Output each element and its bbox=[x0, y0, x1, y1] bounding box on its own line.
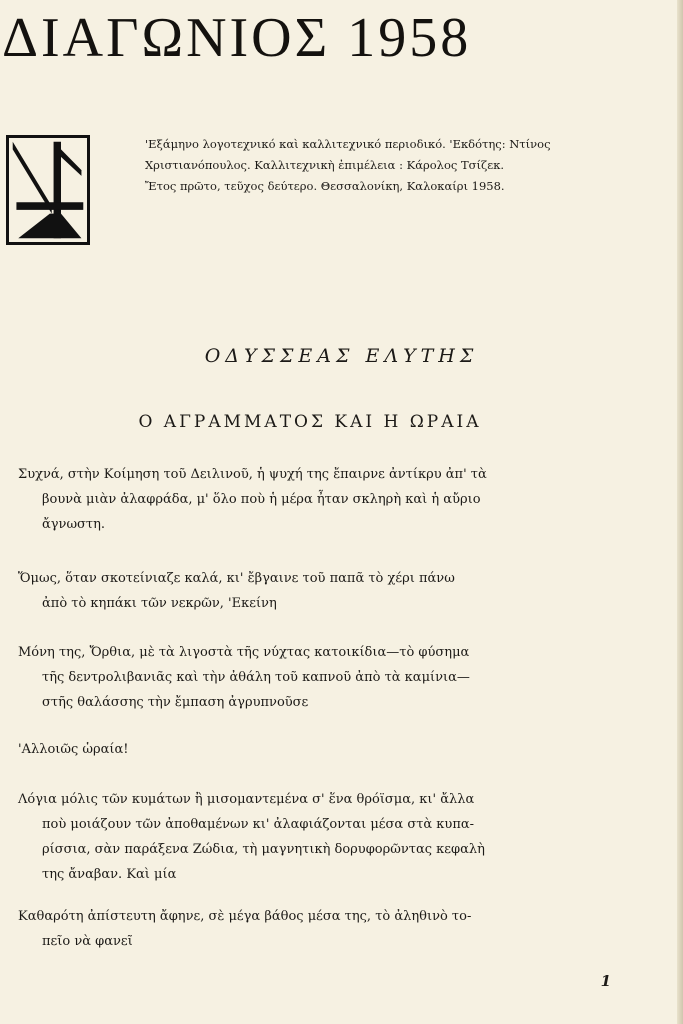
text-line: Ὅμως, ὅταν σκοτείνιαζε καλά, κι' ἔβγαινε τοῦ παπᾶ τὸ χέρι πάνω bbox=[18, 571, 455, 586]
poem-title: Ο ΑΓΡΑΜΜΑΤΟΣ ΚΑΙ Η ΩΡΑΙΑ bbox=[138, 412, 482, 432]
info-line: Ἔτος πρῶτο, τεῦχος δεύτερο. Θεσσαλονίκη, Καλοκαίρι 1958. bbox=[145, 179, 505, 193]
text-line: βουνὰ μιὰν ἀλαφράδα, μ' ὅλο ποὺ ἡ μέρα ἦταν σκληρὴ καὶ ἡ αὔριο bbox=[42, 492, 481, 507]
info-line: 'Εξάμηνο λογοτεχνικό καὶ καλλιτεχνικό περιοδικό. 'Εκδότης: Ντίνος bbox=[145, 137, 551, 151]
paragraph-3 bbox=[18, 640, 608, 715]
text-line: Συχνά, στὴν Κοίμηση τοῦ Δειλινοῦ, ἡ ψυχή της ἔπαιρνε ἀντίκρυ ἀπ' τὰ bbox=[18, 467, 487, 482]
paragraph-2 bbox=[18, 566, 608, 616]
paragraph-6 bbox=[18, 904, 608, 954]
text-line: Καθαρότη ἀπίστευτη ἄφηνε, σὲ μέγα βάθος μέσα της, τὸ ἀληθινὸ το- bbox=[18, 909, 472, 924]
journal-masthead: ΔΙΑΓΩΝΙΟΣ 1958 bbox=[2, 7, 472, 69]
publication-info bbox=[145, 134, 603, 197]
paragraph-1 bbox=[18, 462, 608, 537]
text-line: ἀπὸ τὸ κηπάκι τῶν νεκρῶν, 'Εκείνη bbox=[42, 596, 277, 611]
text-line: στῆς θαλάσσης τὴν ἔμπαση ἀγρυπνοῦσε bbox=[42, 695, 309, 710]
author-name: ΟΔΥΣΣΕΑΣ ΕΛΥΤΗΣ bbox=[204, 345, 479, 367]
text-line: τῆς δεντρολιβανιᾶς καὶ τὴν ἀθάλη τοῦ καπνοῦ ἀπὸ τὰ καμίνια— bbox=[42, 670, 470, 685]
text-line: της ἄναβαν. Καὶ μία bbox=[42, 867, 177, 882]
paragraph-4 bbox=[18, 737, 608, 762]
text-line: Λόγια μόλις τῶν κυμάτων ἢ μισομαντεμένα σ' ἕνα θρόϊσμα, κι' ἄλλα bbox=[18, 792, 475, 807]
text-line: ποὺ μοιάζουν τῶν ἀποθαμένων κι' ἀλαφιάζονται μέσα στὰ κυπα- bbox=[42, 817, 475, 832]
diagonal-tau-logo-icon bbox=[6, 135, 90, 245]
info-line: Χριστιανόπουλος. Καλλιτεχνικὴ ἐπιμέλεια : Κάρολος Τσίζεκ. bbox=[145, 158, 505, 172]
text-line: ἄγνωστη. bbox=[42, 517, 106, 532]
text-line: πεῖο νὰ φανεῖ bbox=[42, 934, 133, 949]
page-edge-shadow bbox=[677, 0, 683, 1024]
text-line: Μόνη της, Ὄρθια, μὲ τὰ λιγοστὰ τῆς νύχτας κατοικίδια—τὸ φύσημα bbox=[18, 645, 470, 660]
text-line: ρίσσια, σὰν παράξενα Ζώδια, τὴ μαγνητικὴ δορυφορῶντας κεφαλὴ bbox=[42, 842, 485, 857]
page-number: 1 bbox=[600, 972, 611, 990]
paragraph-5 bbox=[18, 787, 608, 887]
text-line: 'Αλλοιῶς ὡραία! bbox=[18, 742, 129, 757]
